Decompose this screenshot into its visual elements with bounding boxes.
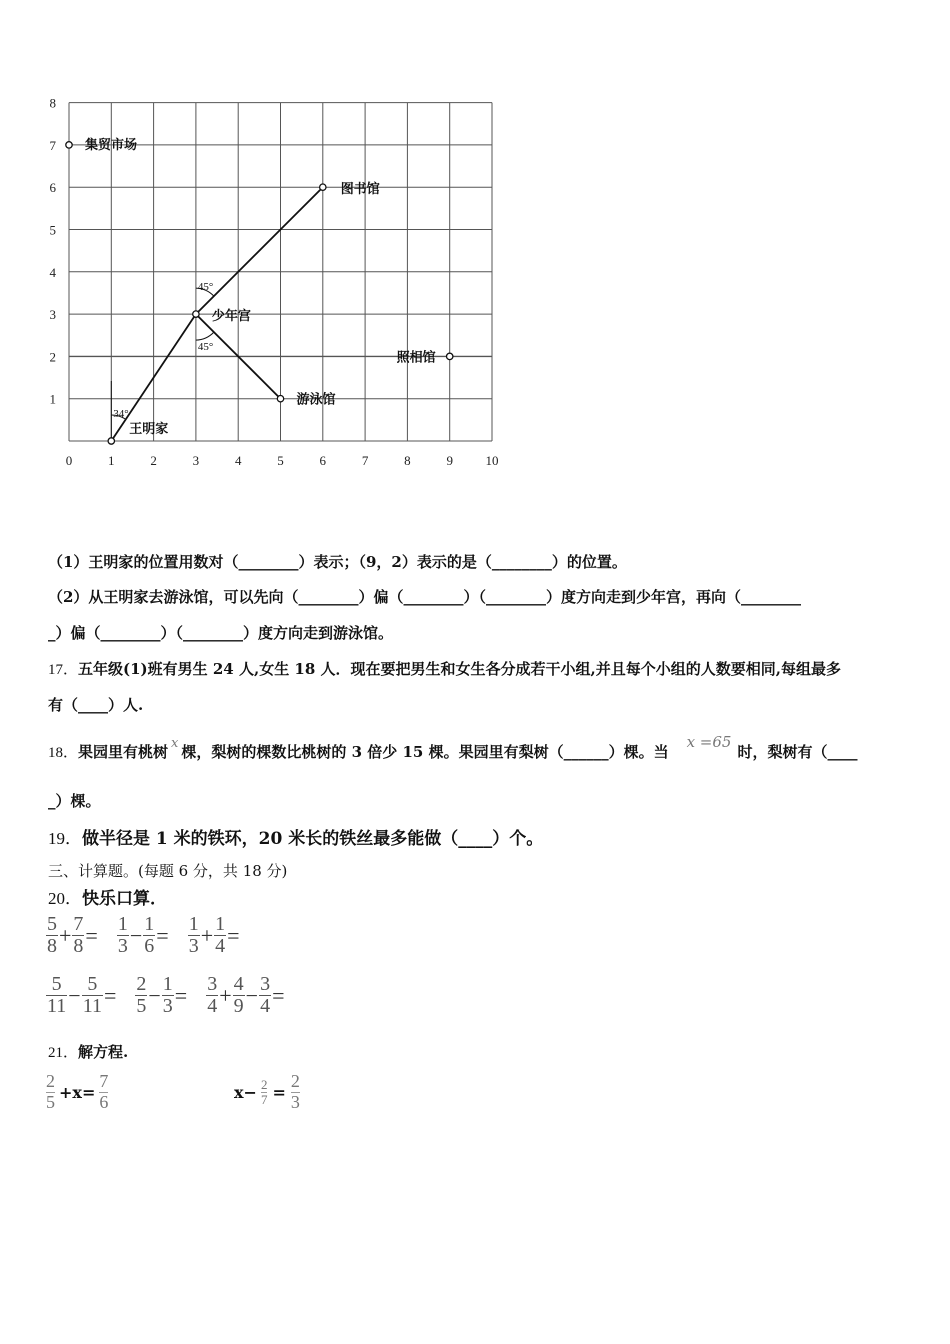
y-tick-label: 1 (49, 391, 56, 407)
q17-text: 五年级(1)班有男生 24 人,女生 18 人．现在要把男生和女生各分成若干小组,并且每个小组的人数要相同,每组最多 (78, 660, 841, 678)
q21-number: 21． (48, 1045, 79, 1061)
q20-number: 20． (48, 889, 82, 908)
q18 (48, 733, 858, 762)
y-tick-label: 6 (49, 180, 56, 196)
q21-equation-1: 2 5 +x= $\frac{7}{6}$ (46, 1071, 109, 1112)
q21-text: 解方程. (78, 1043, 129, 1061)
y-tick-label: 8 (49, 95, 56, 111)
q17 (48, 658, 841, 679)
q18-cont: _）棵。 (48, 792, 101, 810)
q20-expr: $\frac{3}{4}$ + $\frac{4}{9}$ − $\frac{3}{4}$ = (207, 973, 285, 1017)
q18-var-x: x (171, 736, 179, 751)
location-point (447, 353, 453, 359)
fraction: $\frac{4}{9}$ (233, 973, 244, 1017)
q17-cont: 有（____）人. (48, 696, 144, 714)
fraction: $\frac{5}{11}$ (47, 973, 67, 1017)
x-tick-label: 1 (108, 453, 115, 468)
x-tick-label: 8 (404, 453, 411, 468)
q16-part1: （1）王明家的位置用数对（________）表示；（9，2）表示的是（________）的位置。 (48, 553, 627, 571)
fraction: $\frac{1}{3}$ (162, 973, 173, 1017)
x-tick-label: 0 (65, 453, 73, 468)
fraction: $\frac{1}{3}$ (117, 913, 128, 957)
y-tick-label: 7 (49, 137, 56, 153)
angle-label: 45° (197, 281, 214, 294)
location-point (108, 438, 114, 444)
q20-row-2 (46, 974, 303, 1017)
fraction: $\frac{1}{6}$ (144, 913, 155, 957)
q18-text-a: 果园里有桃树 (78, 743, 169, 761)
location-label: 王明家 (129, 422, 169, 437)
location-label: 图书馆 (340, 182, 380, 198)
x-tick-label: 3 (192, 453, 200, 468)
x-tick-label: 6 (319, 453, 327, 468)
angle-arc (196, 332, 214, 340)
location-point (193, 311, 199, 317)
x-tick-label: 4 (234, 453, 242, 468)
angle-label: 34° (113, 408, 129, 420)
q16-part2-cont: _）偏（________）（________）度方向走到游泳馆。 (48, 624, 394, 642)
q19 (48, 824, 543, 849)
q18-number: 18． (48, 745, 79, 761)
location-point (277, 396, 283, 402)
path-segment (196, 187, 323, 314)
fraction: $\frac{3}{4}$ (260, 973, 271, 1017)
fraction: $\frac{2}{5}$ (136, 973, 147, 1017)
x-tick-label: 7 (361, 453, 369, 468)
fraction: $\frac{2}{3}$ (290, 1071, 300, 1112)
location-label: 照相馆 (396, 350, 436, 366)
fraction: 2 5 (46, 1071, 55, 1112)
y-tick-label: 5 (49, 222, 56, 238)
fraction: $\frac{7}{6}$ (99, 1071, 109, 1112)
q20-row-1 (46, 914, 259, 957)
angle-label: 45° (197, 341, 214, 354)
x-tick-label: 10 (485, 453, 499, 468)
fraction: $\frac{5}{8}$ (47, 913, 57, 957)
q20-expr: $\frac{1}{3}$ − $\frac{1}{6}$ = (117, 913, 169, 957)
q18-text-b: 棵，梨树的棵数比桃树的 3 倍少 15 棵。果园里有梨树（______）棵。当 (181, 743, 669, 761)
location-label: 游泳馆 (296, 392, 336, 408)
x-tick-label: 2 (150, 453, 157, 468)
fraction: $\frac{2}{7}$ (260, 1076, 268, 1107)
fraction: $\frac{1}{3}$ (188, 913, 199, 957)
y-tick-label: 3 (49, 307, 56, 323)
y-tick-label: 4 (49, 264, 56, 280)
fraction: $\frac{3}{4}$ (207, 973, 218, 1017)
q20-expr: $\frac{5}{11}$ − $\frac{5}{11}$ = (47, 973, 117, 1017)
location-point (320, 184, 326, 190)
q18-text-c: 时，梨树有（____ (737, 743, 858, 761)
fraction: $\frac{7}{8}$ (73, 913, 84, 957)
fraction: $\frac{5}{11}$ (82, 973, 102, 1017)
q20-expr: $\frac{5}{8}$ + $\frac{7}{8}$ = (47, 913, 98, 957)
coordinate-grid-figure (40, 95, 510, 475)
location-label: 集贸市场 (85, 137, 138, 153)
q16-part2: （2）从王明家去游泳馆，可以先向（________）偏（________）（________）度方向走到少年宫，再向（________ (48, 588, 801, 606)
q19-number: 19． (48, 829, 82, 848)
y-tick-label: 2 (49, 349, 56, 365)
q21-equation-2: x− $\frac{2}{7}$ = $\frac{2}{3}$ (234, 1071, 300, 1112)
x-tick-label: 9 (446, 453, 453, 468)
fraction: $\frac{1}{4}$ (215, 913, 226, 957)
q20-expr: $\frac{2}{5}$ − $\frac{1}{3}$ = (136, 973, 188, 1017)
q20-expr: $\frac{1}{3}$ + $\frac{1}{4}$ = (188, 913, 240, 957)
section-3-heading: 三、计算题。(每题 6 分，共 18 分) (48, 862, 288, 880)
location-label: 少年宫 (211, 309, 251, 325)
q20 (48, 884, 167, 909)
q19-text: 做半径是 1 米的铁环，20 米长的铁丝最多能做（____）个。 (82, 829, 544, 849)
location-point (66, 142, 72, 148)
q18-condition: x =65 (686, 733, 732, 751)
q20-text: 快乐口算． (82, 889, 167, 909)
x-tick-label: 5 (277, 453, 284, 468)
q21 (48, 1041, 128, 1062)
q17-number: 17． (48, 662, 79, 678)
